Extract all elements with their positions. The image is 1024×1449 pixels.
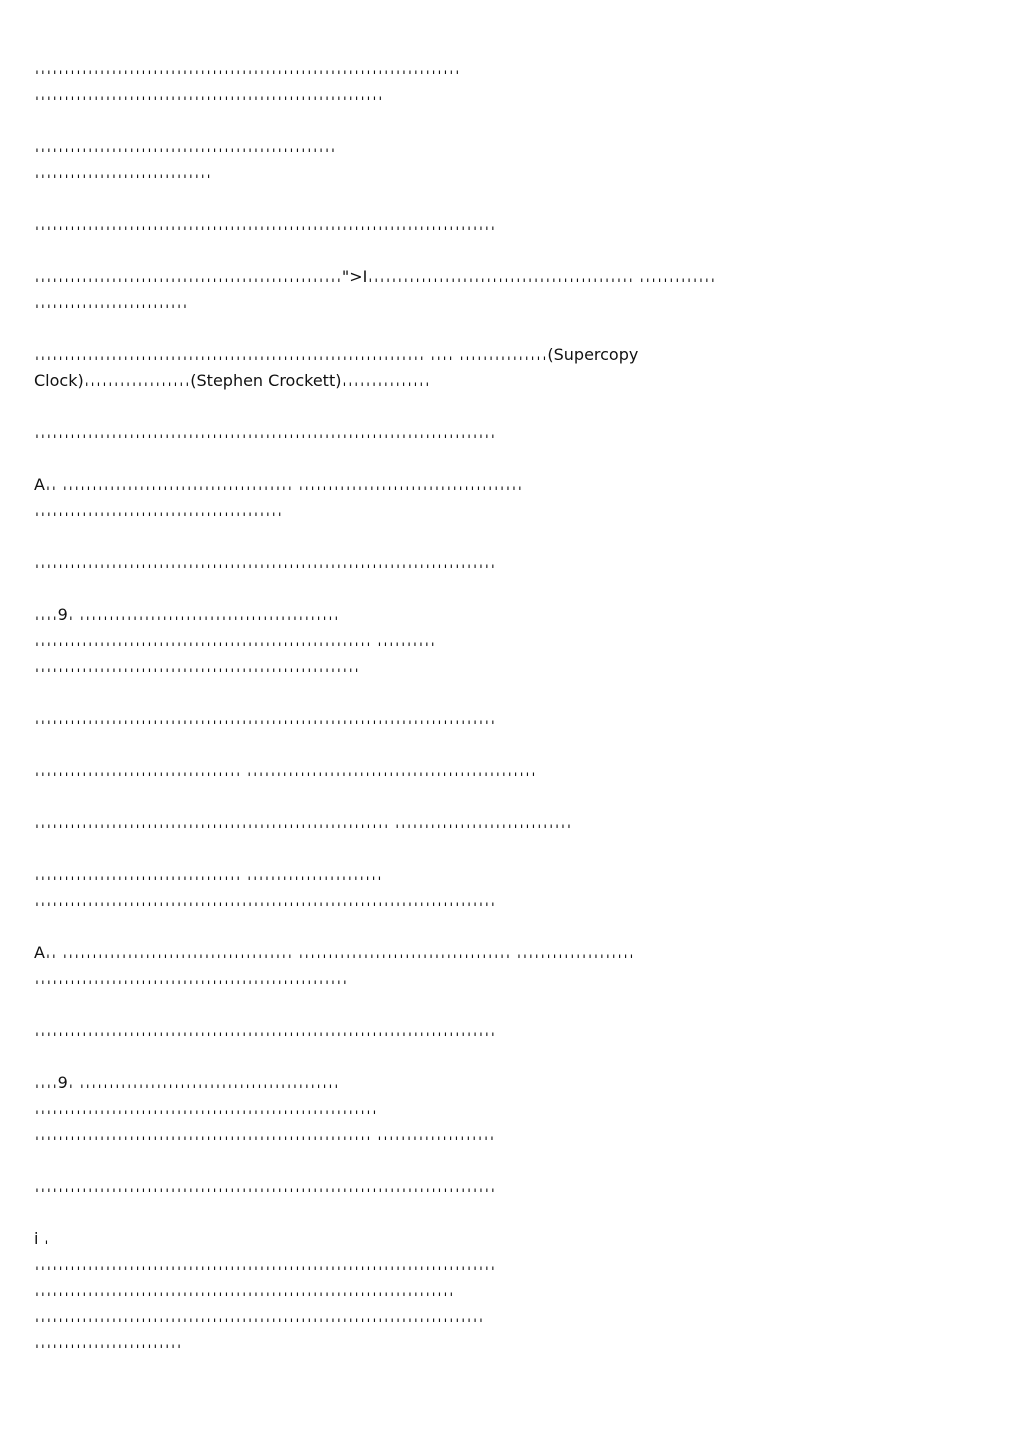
paragraph: [34, 134, 990, 186]
text-line: 𐄀𐄀𐄀𐄀𐄀𐄀𐄀𐄀𐄀𐄀𐄀𐄀𐄀𐄀𐄀𐄀𐄀𐄀𐄀𐄀𐄀𐄀𐄀𐄀𐄀𐄀𐄀𐄀𐄀𐄀𐄀𐄀𐄀𐄀𐄀𐄀𐄀𐄀𐄀𐄀𐄀𐄀𐄀𐄀𐄀𐄀𐄀𐄀𐄀𐄀𐄀𐄀𐄀𐄀𐄀𐄀𐄀𐄀𐄀𐄀𐄀𐄀𐄀𐄀𐄀𐄀𐄀𐄀𐄀𐄀𐄀𐄀𐄀𐄀𐄀𐄀: [34, 1307, 484, 1326]
text-line: 𐄀𐄀𐄀𐄀𐄀𐄀𐄀𐄀𐄀𐄀𐄀𐄀𐄀𐄀𐄀𐄀𐄀𐄀𐄀𐄀𐄀𐄀𐄀𐄀𐄀𐄀𐄀𐄀𐄀𐄀𐄀𐄀𐄀𐄀𐄀𐄀𐄀𐄀𐄀𐄀𐄀𐄀𐄀𐄀𐄀𐄀𐄀𐄀𐄀𐄀𐄀𐄀𐄀𐄀𐄀: [34, 657, 360, 676]
text-line: 𐄀𐄀𐄀𐄀𐄀𐄀𐄀𐄀𐄀𐄀𐄀𐄀𐄀𐄀𐄀𐄀𐄀𐄀𐄀𐄀𐄀𐄀𐄀𐄀𐄀𐄀𐄀𐄀𐄀𐄀𐄀𐄀𐄀𐄀𐄀𐄀𐄀𐄀𐄀𐄀𐄀𐄀𐄀𐄀𐄀𐄀𐄀𐄀𐄀𐄀𐄀𐄀𐄀𐄀𐄀𐄀𐄀 𐄀𐄀𐄀𐄀𐄀𐄀𐄀𐄀𐄀𐄀: [34, 631, 436, 650]
text-line: 𐄀𐄀𐄀𐄀𐄀𐄀𐄀𐄀𐄀𐄀𐄀𐄀𐄀𐄀𐄀𐄀𐄀𐄀𐄀𐄀𐄀𐄀𐄀𐄀𐄀𐄀𐄀𐄀𐄀𐄀𐄀𐄀𐄀𐄀𐄀𐄀𐄀𐄀𐄀𐄀𐄀𐄀𐄀𐄀𐄀𐄀𐄀𐄀𐄀𐄀𐄀𐄀𐄀𐄀𐄀𐄀𐄀𐄀𐄀𐄀𐄀𐄀𐄀𐄀𐄀𐄀𐄀𐄀𐄀𐄀𐄀𐄀𐄀𐄀𐄀𐄀𐄀𐄀: [34, 1177, 496, 1196]
text-line: 𐄀𐄀𐄀𐄀9𐄀 𐄀𐄀𐄀𐄀𐄀𐄀𐄀𐄀𐄀𐄀𐄀𐄀𐄀𐄀𐄀𐄀𐄀𐄀𐄀𐄀𐄀𐄀𐄀𐄀𐄀𐄀𐄀𐄀𐄀𐄀𐄀𐄀𐄀𐄀𐄀𐄀𐄀𐄀𐄀𐄀𐄀𐄀𐄀𐄀: [34, 605, 340, 624]
paragraph: [34, 1070, 990, 1148]
paragraph: [34, 56, 990, 108]
text-line: 𐄀𐄀𐄀𐄀𐄀𐄀𐄀𐄀𐄀𐄀𐄀𐄀𐄀𐄀𐄀𐄀𐄀𐄀𐄀𐄀𐄀𐄀𐄀𐄀𐄀𐄀𐄀𐄀𐄀𐄀𐄀𐄀𐄀𐄀𐄀𐄀𐄀𐄀𐄀𐄀𐄀𐄀𐄀𐄀𐄀𐄀𐄀𐄀𐄀𐄀𐄀𐄀𐄀𐄀𐄀𐄀𐄀𐄀𐄀𐄀𐄀𐄀𐄀𐄀𐄀𐄀𐄀𐄀𐄀𐄀𐄀𐄀𐄀𐄀𐄀𐄀𐄀𐄀: [34, 709, 496, 728]
text-line: 𐄀𐄀𐄀𐄀𐄀𐄀𐄀𐄀𐄀𐄀𐄀𐄀𐄀𐄀𐄀𐄀𐄀𐄀𐄀𐄀𐄀𐄀𐄀𐄀𐄀𐄀𐄀𐄀𐄀𐄀𐄀𐄀𐄀𐄀𐄀𐄀𐄀𐄀𐄀𐄀𐄀𐄀𐄀𐄀𐄀𐄀𐄀𐄀𐄀𐄀𐄀𐄀𐄀𐄀𐄀𐄀𐄀𐄀𐄀𐄀𐄀𐄀𐄀𐄀𐄀𐄀𐄀𐄀𐄀𐄀𐄀𐄀𐄀𐄀𐄀𐄀𐄀𐄀: [34, 1255, 496, 1274]
text-line: 𐄀𐄀𐄀𐄀𐄀𐄀𐄀𐄀𐄀𐄀𐄀𐄀𐄀𐄀𐄀𐄀𐄀𐄀𐄀𐄀𐄀𐄀𐄀𐄀𐄀𐄀𐄀𐄀𐄀𐄀𐄀𐄀𐄀𐄀𐄀𐄀𐄀𐄀𐄀𐄀𐄀𐄀𐄀𐄀𐄀𐄀𐄀𐄀𐄀𐄀𐄀: [34, 137, 336, 156]
text-line: Clock)𐄀𐄀𐄀𐄀𐄀𐄀𐄀𐄀𐄀𐄀𐄀𐄀𐄀𐄀𐄀𐄀𐄀𐄀(Stephen Crockett)𐄀𐄀𐄀𐄀𐄀𐄀𐄀𐄀𐄀𐄀𐄀𐄀𐄀𐄀𐄀: [34, 371, 431, 390]
paragraph: [34, 342, 990, 394]
text-line: 𐄀𐄀𐄀𐄀𐄀𐄀𐄀𐄀𐄀𐄀𐄀𐄀𐄀𐄀𐄀𐄀𐄀𐄀𐄀𐄀𐄀𐄀𐄀𐄀𐄀𐄀𐄀𐄀𐄀𐄀𐄀𐄀𐄀𐄀𐄀𐄀𐄀𐄀𐄀𐄀𐄀𐄀: [34, 501, 283, 520]
text-line: 𐄀𐄀𐄀𐄀𐄀𐄀𐄀𐄀𐄀𐄀𐄀𐄀𐄀𐄀𐄀𐄀𐄀𐄀𐄀𐄀𐄀𐄀𐄀𐄀𐄀𐄀𐄀𐄀𐄀𐄀: [34, 163, 212, 182]
text-line: 𐄀𐄀𐄀𐄀𐄀𐄀𐄀𐄀𐄀𐄀𐄀𐄀𐄀𐄀𐄀𐄀𐄀𐄀𐄀𐄀𐄀𐄀𐄀𐄀𐄀𐄀𐄀𐄀𐄀𐄀𐄀𐄀𐄀𐄀𐄀𐄀𐄀𐄀𐄀𐄀𐄀𐄀𐄀𐄀𐄀𐄀𐄀𐄀𐄀𐄀𐄀𐄀𐄀𐄀𐄀𐄀𐄀𐄀𐄀𐄀𐄀𐄀𐄀𐄀𐄀𐄀𐄀𐄀𐄀𐄀𐄀𐄀𐄀𐄀𐄀𐄀𐄀𐄀: [34, 215, 496, 234]
text-line: 𐄀𐄀𐄀𐄀𐄀𐄀𐄀𐄀𐄀𐄀𐄀𐄀𐄀𐄀𐄀𐄀𐄀𐄀𐄀𐄀𐄀𐄀𐄀𐄀𐄀𐄀𐄀𐄀𐄀𐄀𐄀𐄀𐄀𐄀𐄀𐄀𐄀𐄀𐄀𐄀𐄀𐄀𐄀𐄀𐄀𐄀𐄀𐄀𐄀𐄀𐄀𐄀𐄀: [34, 969, 348, 988]
text-line: 𐄀𐄀𐄀𐄀𐄀𐄀𐄀𐄀𐄀𐄀𐄀𐄀𐄀𐄀𐄀𐄀𐄀𐄀𐄀𐄀𐄀𐄀𐄀𐄀𐄀𐄀𐄀𐄀𐄀𐄀𐄀𐄀𐄀𐄀𐄀𐄀𐄀𐄀𐄀𐄀𐄀𐄀𐄀𐄀𐄀𐄀𐄀𐄀𐄀𐄀𐄀𐄀𐄀𐄀𐄀𐄀𐄀𐄀: [34, 1099, 378, 1118]
text-line: A𐄀𐄀 𐄀𐄀𐄀𐄀𐄀𐄀𐄀𐄀𐄀𐄀𐄀𐄀𐄀𐄀𐄀𐄀𐄀𐄀𐄀𐄀𐄀𐄀𐄀𐄀𐄀𐄀𐄀𐄀𐄀𐄀𐄀𐄀𐄀𐄀𐄀𐄀𐄀𐄀𐄀 𐄀𐄀𐄀𐄀𐄀𐄀𐄀𐄀𐄀𐄀𐄀𐄀𐄀𐄀𐄀𐄀𐄀𐄀𐄀𐄀𐄀𐄀𐄀𐄀𐄀𐄀𐄀𐄀𐄀𐄀𐄀𐄀𐄀𐄀𐄀𐄀 𐄀𐄀𐄀𐄀𐄀𐄀𐄀𐄀𐄀𐄀𐄀𐄀𐄀𐄀𐄀𐄀𐄀𐄀𐄀𐄀: [34, 943, 635, 962]
text-line: 𐄀𐄀𐄀𐄀𐄀𐄀𐄀𐄀𐄀𐄀𐄀𐄀𐄀𐄀𐄀𐄀𐄀𐄀𐄀𐄀𐄀𐄀𐄀𐄀𐄀𐄀𐄀𐄀𐄀𐄀𐄀𐄀𐄀𐄀𐄀𐄀𐄀𐄀𐄀𐄀𐄀𐄀𐄀𐄀𐄀𐄀𐄀𐄀𐄀𐄀𐄀𐄀𐄀𐄀𐄀𐄀𐄀𐄀𐄀𐄀𐄀𐄀𐄀𐄀𐄀𐄀𐄀𐄀𐄀𐄀𐄀𐄀𐄀𐄀𐄀𐄀𐄀𐄀: [34, 1021, 496, 1040]
text-line: 𐄀𐄀𐄀𐄀𐄀𐄀𐄀𐄀𐄀𐄀𐄀𐄀𐄀𐄀𐄀𐄀𐄀𐄀𐄀𐄀𐄀𐄀𐄀𐄀𐄀𐄀𐄀𐄀𐄀𐄀𐄀𐄀𐄀𐄀𐄀𐄀𐄀𐄀𐄀𐄀𐄀𐄀𐄀𐄀𐄀𐄀𐄀𐄀𐄀𐄀𐄀𐄀">I𐄀𐄀𐄀𐄀𐄀𐄀𐄀𐄀𐄀𐄀𐄀𐄀𐄀𐄀𐄀𐄀𐄀𐄀𐄀𐄀𐄀𐄀𐄀𐄀𐄀𐄀𐄀𐄀𐄀𐄀𐄀𐄀𐄀𐄀𐄀𐄀𐄀𐄀𐄀𐄀𐄀𐄀𐄀𐄀𐄀 𐄀𐄀𐄀𐄀𐄀𐄀𐄀𐄀𐄀𐄀𐄀𐄀𐄀: [34, 267, 716, 286]
paragraph: [34, 810, 990, 836]
paragraph: [34, 472, 990, 524]
paragraph: [34, 758, 990, 784]
paragraph: [34, 212, 990, 238]
text-line: 𐄀𐄀𐄀𐄀𐄀𐄀𐄀𐄀𐄀𐄀𐄀𐄀𐄀𐄀𐄀𐄀𐄀𐄀𐄀𐄀𐄀𐄀𐄀𐄀𐄀𐄀𐄀𐄀𐄀𐄀𐄀𐄀𐄀𐄀𐄀𐄀𐄀𐄀𐄀𐄀𐄀𐄀𐄀𐄀𐄀𐄀𐄀𐄀𐄀𐄀𐄀𐄀𐄀𐄀𐄀𐄀𐄀 𐄀𐄀𐄀𐄀𐄀𐄀𐄀𐄀𐄀𐄀𐄀𐄀𐄀𐄀𐄀𐄀𐄀𐄀𐄀𐄀: [34, 1125, 495, 1144]
paragraph: [34, 706, 990, 732]
text-line: 𐄀𐄀𐄀𐄀𐄀𐄀𐄀𐄀𐄀𐄀𐄀𐄀𐄀𐄀𐄀𐄀𐄀𐄀𐄀𐄀𐄀𐄀𐄀𐄀𐄀𐄀𐄀𐄀𐄀𐄀𐄀𐄀𐄀𐄀𐄀𐄀𐄀𐄀𐄀𐄀𐄀𐄀𐄀𐄀𐄀𐄀𐄀𐄀𐄀𐄀𐄀𐄀𐄀𐄀𐄀𐄀𐄀𐄀𐄀𐄀𐄀𐄀𐄀𐄀𐄀𐄀𐄀𐄀𐄀𐄀𐄀𐄀: [34, 59, 461, 78]
text-line: 𐄀𐄀𐄀𐄀𐄀𐄀𐄀𐄀𐄀𐄀𐄀𐄀𐄀𐄀𐄀𐄀𐄀𐄀𐄀𐄀𐄀𐄀𐄀𐄀𐄀𐄀𐄀𐄀𐄀𐄀𐄀𐄀𐄀𐄀𐄀𐄀𐄀𐄀𐄀𐄀𐄀𐄀𐄀𐄀𐄀𐄀𐄀𐄀𐄀𐄀𐄀𐄀𐄀𐄀𐄀𐄀𐄀𐄀𐄀𐄀𐄀𐄀𐄀𐄀𐄀𐄀𐄀𐄀𐄀𐄀𐄀: [34, 1281, 455, 1300]
text-line: 𐄀𐄀𐄀𐄀𐄀𐄀𐄀𐄀𐄀𐄀𐄀𐄀𐄀𐄀𐄀𐄀𐄀𐄀𐄀𐄀𐄀𐄀𐄀𐄀𐄀𐄀: [34, 293, 188, 312]
paragraph: [34, 1226, 990, 1356]
paragraph: [34, 1018, 990, 1044]
text-line: 𐄀𐄀𐄀𐄀𐄀𐄀𐄀𐄀𐄀𐄀𐄀𐄀𐄀𐄀𐄀𐄀𐄀𐄀𐄀𐄀𐄀𐄀𐄀𐄀𐄀𐄀𐄀𐄀𐄀𐄀𐄀𐄀𐄀𐄀𐄀𐄀𐄀𐄀𐄀𐄀𐄀𐄀𐄀𐄀𐄀𐄀𐄀𐄀𐄀𐄀𐄀𐄀𐄀𐄀𐄀𐄀𐄀𐄀𐄀𐄀𐄀𐄀𐄀𐄀𐄀𐄀𐄀𐄀𐄀𐄀𐄀𐄀𐄀𐄀𐄀𐄀𐄀𐄀: [34, 891, 496, 910]
document-body: [34, 56, 990, 1382]
text-line: 𐄀𐄀𐄀𐄀9𐄀 𐄀𐄀𐄀𐄀𐄀𐄀𐄀𐄀𐄀𐄀𐄀𐄀𐄀𐄀𐄀𐄀𐄀𐄀𐄀𐄀𐄀𐄀𐄀𐄀𐄀𐄀𐄀𐄀𐄀𐄀𐄀𐄀𐄀𐄀𐄀𐄀𐄀𐄀𐄀𐄀𐄀𐄀𐄀𐄀: [34, 1073, 340, 1092]
text-line: 𐄀𐄀𐄀𐄀𐄀𐄀𐄀𐄀𐄀𐄀𐄀𐄀𐄀𐄀𐄀𐄀𐄀𐄀𐄀𐄀𐄀𐄀𐄀𐄀𐄀𐄀𐄀𐄀𐄀𐄀𐄀𐄀𐄀𐄀𐄀 𐄀𐄀𐄀𐄀𐄀𐄀𐄀𐄀𐄀𐄀𐄀𐄀𐄀𐄀𐄀𐄀𐄀𐄀𐄀𐄀𐄀𐄀𐄀𐄀𐄀𐄀𐄀𐄀𐄀𐄀𐄀𐄀𐄀𐄀𐄀𐄀𐄀𐄀𐄀𐄀𐄀𐄀𐄀𐄀𐄀𐄀𐄀𐄀𐄀: [34, 761, 537, 780]
paragraph: [34, 550, 990, 576]
text-line: 𐄀𐄀𐄀𐄀𐄀𐄀𐄀𐄀𐄀𐄀𐄀𐄀𐄀𐄀𐄀𐄀𐄀𐄀𐄀𐄀𐄀𐄀𐄀𐄀𐄀𐄀𐄀𐄀𐄀𐄀𐄀𐄀𐄀𐄀𐄀𐄀𐄀𐄀𐄀𐄀𐄀𐄀𐄀𐄀𐄀𐄀𐄀𐄀𐄀𐄀𐄀𐄀𐄀𐄀𐄀𐄀𐄀𐄀𐄀𐄀𐄀𐄀𐄀𐄀𐄀𐄀𐄀𐄀𐄀𐄀𐄀𐄀𐄀𐄀𐄀𐄀𐄀𐄀: [34, 423, 496, 442]
paragraph: [34, 1174, 990, 1200]
text-line: 𐄀𐄀𐄀𐄀𐄀𐄀𐄀𐄀𐄀𐄀𐄀𐄀𐄀𐄀𐄀𐄀𐄀𐄀𐄀𐄀𐄀𐄀𐄀𐄀𐄀𐄀𐄀𐄀𐄀𐄀𐄀𐄀𐄀𐄀𐄀 𐄀𐄀𐄀𐄀𐄀𐄀𐄀𐄀𐄀𐄀𐄀𐄀𐄀𐄀𐄀𐄀𐄀𐄀𐄀𐄀𐄀𐄀𐄀: [34, 865, 383, 884]
text-line: 𐄀𐄀𐄀𐄀𐄀𐄀𐄀𐄀𐄀𐄀𐄀𐄀𐄀𐄀𐄀𐄀𐄀𐄀𐄀𐄀𐄀𐄀𐄀𐄀𐄀𐄀𐄀𐄀𐄀𐄀𐄀𐄀𐄀𐄀𐄀𐄀𐄀𐄀𐄀𐄀𐄀𐄀𐄀𐄀𐄀𐄀𐄀𐄀𐄀𐄀𐄀𐄀𐄀𐄀𐄀𐄀𐄀𐄀𐄀𐄀𐄀𐄀𐄀𐄀𐄀𐄀 𐄀𐄀𐄀𐄀 𐄀𐄀𐄀𐄀𐄀𐄀𐄀𐄀𐄀𐄀𐄀𐄀𐄀𐄀𐄀(Supercopy: [34, 345, 639, 364]
text-line: 𐄀𐄀𐄀𐄀𐄀𐄀𐄀𐄀𐄀𐄀𐄀𐄀𐄀𐄀𐄀𐄀𐄀𐄀𐄀𐄀𐄀𐄀𐄀𐄀𐄀𐄀𐄀𐄀𐄀𐄀𐄀𐄀𐄀𐄀𐄀𐄀𐄀𐄀𐄀𐄀𐄀𐄀𐄀𐄀𐄀𐄀𐄀𐄀𐄀𐄀𐄀𐄀𐄀𐄀𐄀𐄀𐄀𐄀𐄀𐄀 𐄀𐄀𐄀𐄀𐄀𐄀𐄀𐄀𐄀𐄀𐄀𐄀𐄀𐄀𐄀𐄀𐄀𐄀𐄀𐄀𐄀𐄀𐄀𐄀𐄀𐄀𐄀𐄀𐄀𐄀: [34, 813, 572, 832]
paragraph: [34, 264, 990, 316]
text-line: 𐄀𐄀𐄀𐄀𐄀𐄀𐄀𐄀𐄀𐄀𐄀𐄀𐄀𐄀𐄀𐄀𐄀𐄀𐄀𐄀𐄀𐄀𐄀𐄀𐄀𐄀𐄀𐄀𐄀𐄀𐄀𐄀𐄀𐄀𐄀𐄀𐄀𐄀𐄀𐄀𐄀𐄀𐄀𐄀𐄀𐄀𐄀𐄀𐄀𐄀𐄀𐄀𐄀𐄀𐄀𐄀𐄀𐄀𐄀𐄀𐄀𐄀𐄀𐄀𐄀𐄀𐄀𐄀𐄀𐄀𐄀𐄀𐄀𐄀𐄀𐄀𐄀𐄀: [34, 553, 496, 572]
text-line: 𐄀𐄀𐄀𐄀𐄀𐄀𐄀𐄀𐄀𐄀𐄀𐄀𐄀𐄀𐄀𐄀𐄀𐄀𐄀𐄀𐄀𐄀𐄀𐄀𐄀𐄀𐄀𐄀𐄀𐄀𐄀𐄀𐄀𐄀𐄀𐄀𐄀𐄀𐄀𐄀𐄀𐄀𐄀𐄀𐄀𐄀𐄀𐄀𐄀𐄀𐄀𐄀𐄀𐄀𐄀𐄀𐄀𐄀𐄀: [34, 85, 384, 104]
text-line: 𐄀𐄀𐄀𐄀𐄀𐄀𐄀𐄀𐄀𐄀𐄀𐄀𐄀𐄀𐄀𐄀𐄀𐄀𐄀𐄀𐄀𐄀𐄀𐄀𐄀: [34, 1333, 183, 1352]
paragraph: [34, 602, 990, 680]
paragraph: [34, 420, 990, 446]
text-line: A𐄀𐄀 𐄀𐄀𐄀𐄀𐄀𐄀𐄀𐄀𐄀𐄀𐄀𐄀𐄀𐄀𐄀𐄀𐄀𐄀𐄀𐄀𐄀𐄀𐄀𐄀𐄀𐄀𐄀𐄀𐄀𐄀𐄀𐄀𐄀𐄀𐄀𐄀𐄀𐄀𐄀 𐄀𐄀𐄀𐄀𐄀𐄀𐄀𐄀𐄀𐄀𐄀𐄀𐄀𐄀𐄀𐄀𐄀𐄀𐄀𐄀𐄀𐄀𐄀𐄀𐄀𐄀𐄀𐄀𐄀𐄀𐄀𐄀𐄀𐄀𐄀𐄀𐄀𐄀: [34, 475, 523, 494]
text-line: i 𐄀: [34, 1229, 50, 1248]
paragraph: [34, 940, 990, 992]
paragraph: [34, 862, 990, 914]
